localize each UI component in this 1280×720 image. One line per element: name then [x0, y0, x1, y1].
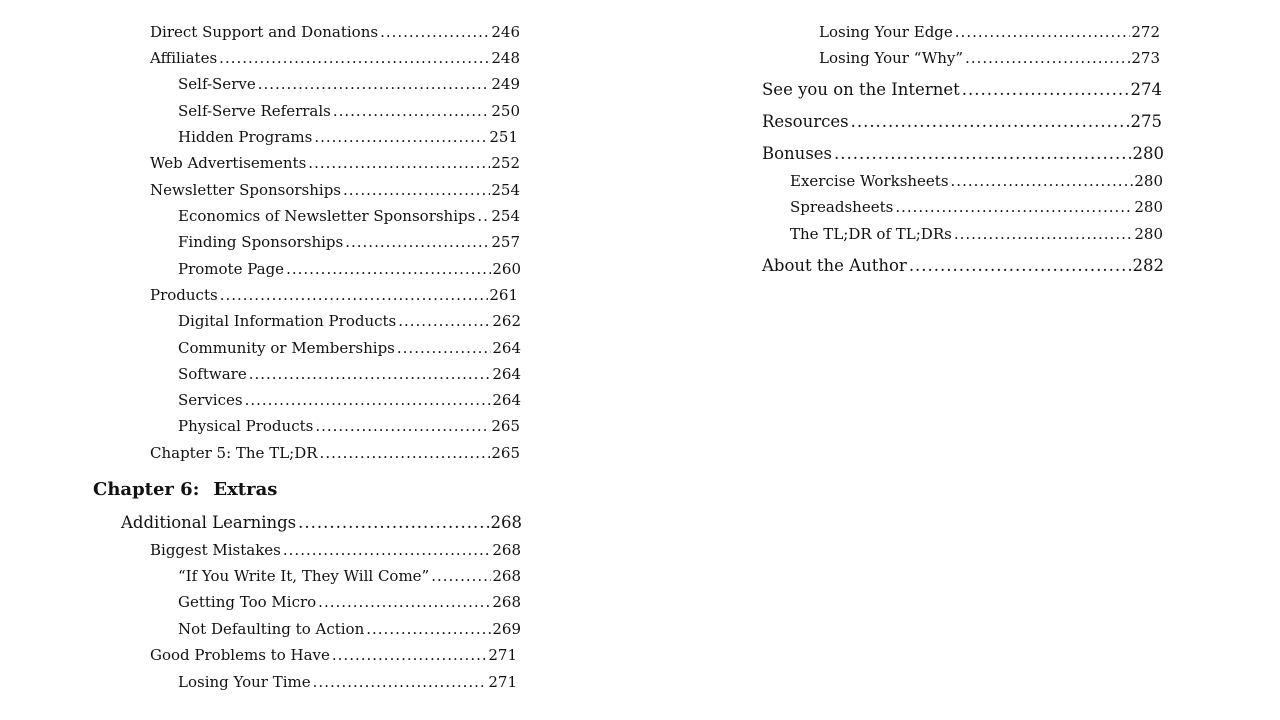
toc-entry-page: 246 — [491, 23, 520, 41]
toc-entry-page: 268 — [490, 513, 522, 532]
toc-entry-page: 252 — [491, 154, 520, 172]
toc-entry-label: Resources — [762, 112, 849, 131]
toc-entry-label: Not Defaulting to Action — [178, 620, 365, 638]
toc-entry-page: 251 — [489, 128, 518, 146]
toc-entry-label: Direct Support and Donations — [150, 23, 379, 41]
toc-entry-see-you-on-internet[interactable] — [762, 80, 1162, 100]
toc-entry-good-problems[interactable] — [150, 645, 517, 665]
chapter-number: Chapter 6: — [93, 479, 200, 500]
toc-entry-tldr-of-tldrs[interactable] — [790, 224, 1163, 244]
toc-entry-page: 254 — [491, 181, 520, 199]
toc-entry-label: Products — [150, 286, 218, 304]
toc-entry-label: Self-Serve — [178, 75, 256, 93]
toc-entry-physical-products[interactable] — [178, 416, 520, 436]
toc-entry-page: 273 — [1131, 49, 1160, 67]
toc-entry-page: 254 — [491, 207, 520, 225]
toc-entry-hidden-programs[interactable] — [178, 127, 518, 147]
toc-entry-page: 265 — [491, 444, 520, 462]
dot-leader — [431, 566, 491, 586]
toc-entry-page: 257 — [491, 233, 520, 251]
dot-leader — [318, 592, 491, 612]
chapter-title: Extras — [213, 479, 278, 500]
toc-entry-label: Losing Your Edge — [819, 23, 953, 41]
toc-entry-products[interactable] — [150, 285, 518, 305]
toc-entry-services[interactable] — [178, 390, 521, 410]
dot-leader — [477, 206, 490, 226]
dot-leader — [286, 259, 491, 279]
dot-leader — [283, 540, 491, 560]
dot-leader — [909, 256, 1132, 276]
dot-leader — [398, 311, 491, 331]
toc-entry-label: Biggest Mistakes — [150, 541, 281, 559]
toc-entry-if-you-write-it[interactable] — [178, 566, 521, 586]
dot-leader — [313, 672, 488, 692]
dot-leader — [314, 127, 488, 147]
toc-entry-about-the-author[interactable] — [762, 256, 1164, 276]
toc-entry-label: Finding Sponsorships — [178, 233, 344, 251]
toc-entry-not-defaulting[interactable] — [178, 619, 521, 639]
toc-entry-label: Chapter 5: The TL;DR — [150, 444, 318, 462]
toc-entry-page: 250 — [491, 102, 520, 120]
dot-leader — [343, 180, 490, 200]
dot-leader — [954, 224, 1134, 244]
toc-entry-label: Promote Page — [178, 260, 285, 278]
toc-entry-page: 262 — [492, 312, 521, 330]
toc-entry-losing-your-why[interactable] — [819, 48, 1160, 68]
toc-entry-label: Losing Your Time — [178, 673, 311, 691]
dot-leader — [965, 48, 1130, 68]
toc-entry-page: 260 — [492, 260, 521, 278]
dot-leader — [315, 416, 490, 436]
dot-leader — [308, 153, 490, 173]
dot-leader — [219, 48, 490, 68]
toc-entry-biggest-mistakes[interactable] — [150, 540, 521, 560]
toc-entry-label: Digital Information Products — [178, 312, 397, 330]
toc-entry-page: 280 — [1134, 172, 1163, 190]
toc-entry-label: About the Author — [762, 256, 907, 275]
dot-leader — [397, 338, 491, 358]
toc-entry-label: Exercise Worksheets — [790, 172, 949, 190]
dot-leader — [951, 171, 1134, 191]
toc-entry-promote-page[interactable] — [178, 259, 521, 279]
toc-entry-page: 280 — [1134, 225, 1163, 243]
toc-entry-page: 264 — [492, 391, 521, 409]
toc-entry-community-memberships[interactable] — [178, 338, 521, 358]
toc-entry-label: Additional Learnings — [121, 513, 297, 532]
toc-entry-label: Good Problems to Have — [150, 646, 330, 664]
toc-entry-finding-sponsorships[interactable] — [178, 232, 520, 252]
toc-entry-page: 265 — [491, 417, 520, 435]
dot-leader — [834, 144, 1131, 164]
chapter-heading[interactable] — [93, 479, 277, 501]
toc-entry-label: Web Advertisements — [150, 154, 307, 172]
dot-leader — [895, 197, 1133, 217]
toc-entry-page: 272 — [1131, 23, 1160, 41]
toc-entry-page: 261 — [489, 286, 518, 304]
toc-entry-digital-information-products[interactable] — [178, 311, 521, 331]
toc-entry-self-serve[interactable] — [178, 74, 520, 94]
toc-entry-page: 249 — [491, 75, 520, 93]
toc-entry-label: Newsletter Sponsorships — [150, 181, 342, 199]
toc-entry-page: 275 — [1130, 112, 1162, 131]
dot-leader — [220, 285, 489, 305]
toc-entry-label: Economics of Newsletter Sponsorships — [178, 207, 476, 225]
toc-entry-page: 269 — [492, 620, 521, 638]
dot-leader — [345, 232, 490, 252]
toc-entry-getting-too-micro[interactable] — [178, 592, 521, 612]
toc-entry-page: 271 — [488, 673, 517, 691]
toc-entry-page: 271 — [488, 646, 517, 664]
dot-leader — [298, 513, 489, 533]
toc-entry-page: 268 — [492, 593, 521, 611]
toc-entry-label: Spreadsheets — [790, 198, 894, 216]
dot-leader — [258, 74, 491, 94]
dot-leader — [320, 443, 491, 463]
toc-entry-label: Community or Memberships — [178, 339, 395, 357]
toc-entry-label: The TL;DR of TL;DRs — [790, 225, 952, 243]
toc-entry-resources[interactable] — [762, 112, 1162, 132]
toc-entry-losing-your-time[interactable] — [178, 672, 517, 692]
toc-entry-label: Affiliates — [150, 49, 218, 67]
toc-entry-label: Software — [178, 365, 247, 383]
dot-leader — [366, 619, 491, 639]
toc-entry-label: See you on the Internet — [762, 80, 960, 99]
toc-entry-chapter5-tldr[interactable] — [150, 443, 520, 463]
toc-entry-page: 268 — [492, 541, 521, 559]
toc-entry-direct-support[interactable] — [150, 22, 520, 42]
toc-entry-self-serve-referrals[interactable] — [178, 101, 520, 121]
toc-entry-affiliates[interactable] — [150, 48, 520, 68]
toc-entry-label: Hidden Programs — [178, 128, 313, 146]
toc-entry-label: Bonuses — [762, 144, 833, 163]
toc-entry-page: 264 — [492, 339, 521, 357]
toc-entry-newsletter-sponsorships[interactable] — [150, 180, 520, 200]
dot-leader — [380, 22, 490, 42]
toc-entry-bonuses[interactable] — [762, 144, 1164, 164]
dot-leader — [851, 112, 1130, 132]
dot-leader — [962, 80, 1130, 100]
toc-entry-economics[interactable] — [178, 206, 520, 226]
dot-leader — [332, 645, 487, 665]
toc-entry-label: Losing Your “Why” — [819, 49, 964, 67]
toc-entry-software[interactable] — [178, 364, 521, 384]
toc-entry-losing-your-edge[interactable] — [819, 22, 1160, 42]
toc-entry-label: Services — [178, 391, 243, 409]
toc-entry-label: Getting Too Micro — [178, 593, 317, 611]
toc-entry-page: 274 — [1130, 80, 1162, 99]
dot-leader — [955, 22, 1131, 42]
dot-leader — [245, 390, 492, 410]
toc-entry-spreadsheets[interactable] — [790, 197, 1163, 217]
toc-entry-web-advertisements[interactable] — [150, 153, 520, 173]
toc-entry-page: 264 — [492, 365, 521, 383]
toc-entry-label: Self-Serve Referrals — [178, 102, 331, 120]
dot-leader — [333, 101, 491, 121]
toc-entry-label: Physical Products — [178, 417, 314, 435]
toc-entry-page: 280 — [1132, 144, 1164, 163]
toc-entry-additional-learnings[interactable] — [121, 513, 522, 533]
toc-entry-exercise-worksheets[interactable] — [790, 171, 1163, 191]
dot-leader — [249, 364, 492, 384]
toc-entry-page: 282 — [1132, 256, 1164, 275]
toc-entry-page: 280 — [1134, 198, 1163, 216]
toc-entry-page: 268 — [492, 567, 521, 585]
toc-entry-page: 248 — [491, 49, 520, 67]
toc-entry-label: “If You Write It, They Will Come” — [178, 567, 430, 585]
